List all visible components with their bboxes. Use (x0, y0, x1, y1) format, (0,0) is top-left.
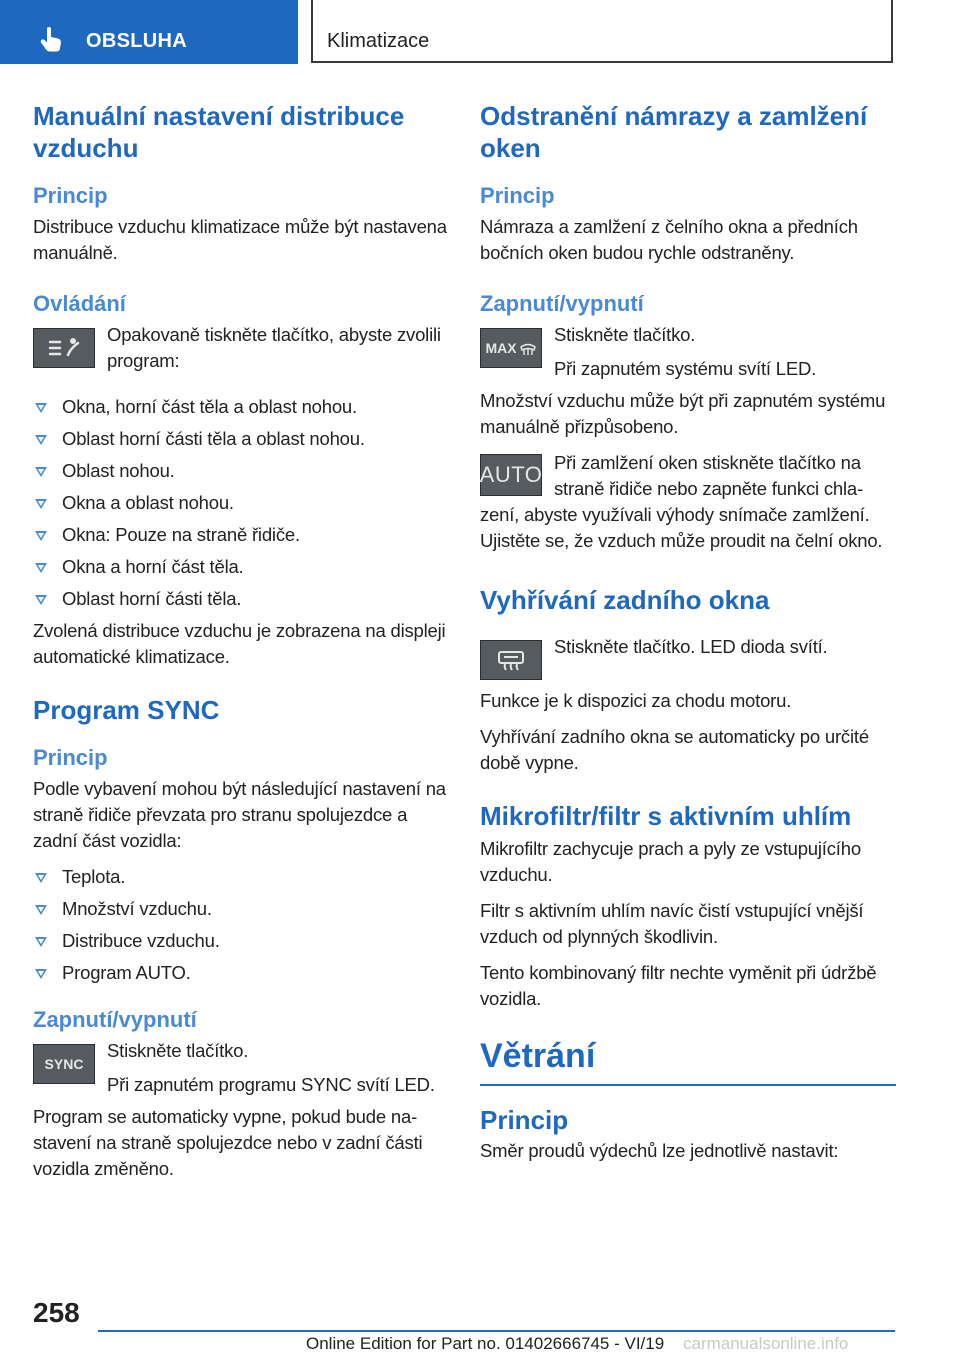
left-column (33, 100, 451, 1192)
auto-paragraph: AUTO Při zamlžení oken stiskněte tlačítko na straně řidiče nebo zapněte funkci chlazení, abyste využívali výhody snímače zamlžení. Ujistěte se, že vzduch může proudit na čelní okno. (479, 452, 883, 551)
subheading-ovladani: Ovládání (33, 291, 126, 316)
paragraph: Množství vzduchu může být při zapnutém systému manuálně přizpůsobeno. (480, 390, 886, 437)
section-tab[interactable] (0, 0, 298, 64)
heading-rear-window-heating: Vyhřívání zadního okna (480, 585, 770, 615)
triangle-bullet-icon (35, 905, 47, 915)
paragraph: Tento kombinovaný filtr nechte vyměnit při údržbě vozidla. (480, 962, 877, 1009)
list-item: Okna: Pouze na straně řidiče. (33, 522, 451, 548)
paragraph: Vyhřívání zadního okna se automaticky po určité době vypne. (480, 726, 869, 773)
triangle-bullet-icon (35, 873, 47, 883)
heading-ventilation: Větrání (480, 1037, 596, 1075)
subheading-zapnuti: Zapnutí/vypnutí (480, 291, 644, 316)
chapter-title-box (311, 0, 893, 63)
rear-window-heating-icon (496, 649, 526, 671)
paragraph: Při zapnutém programu SYNC svítí LED. (107, 1074, 435, 1095)
max-button-row (480, 322, 896, 388)
subheading-princip: Princip (33, 183, 108, 208)
chapter-title: Klimatizace (327, 30, 430, 52)
subheading-zapnuti: Zapnutí/vypnutí (33, 1007, 197, 1032)
heading-microfilter: Mikrofiltr/filtr s aktivním uhlím (480, 801, 852, 831)
paragraph: Mikrofiltr zachycuje prach a pyly ze vstupujícího vzduchu. (480, 838, 861, 885)
sync-button-row (33, 1038, 451, 1104)
heading-manual-distribution: Manuální nastavení distribuce vzduchu (33, 101, 405, 163)
paragraph: Stiskněte tlačítko. (554, 324, 696, 345)
hand-pointer-icon (38, 25, 66, 53)
watermark: carmanualsonline.info (683, 1334, 849, 1353)
distribution-button-row (33, 322, 451, 388)
paragraph: Opakovaně tiskněte tlačítko, abyste zvolili program: (107, 324, 441, 371)
triangle-bullet-icon (35, 403, 47, 413)
list-item: Teplota. (33, 864, 451, 890)
paragraph: Filtr s aktivním uhlím navíc čistí vstupující vnější vzduch od plynných škodlivin. (480, 900, 864, 947)
triangle-bullet-icon (35, 467, 47, 477)
list-item: Oblast nohou. (33, 458, 451, 484)
rear-window-heating-button[interactable] (480, 640, 542, 680)
air-distribution-icon (46, 337, 82, 359)
paragraph: Podle vybavení mohou být následující nastavení na straně řidiče převzata pro stranu spolujezdce a zadní část vozidla: (33, 778, 446, 851)
footer-divider (98, 1330, 895, 1332)
air-distribution-button[interactable] (33, 328, 95, 368)
list-item: Množství vzduchu. (33, 896, 451, 922)
paragraph: Distribuce vzduchu klimatizace může být nastavena manuálně. (33, 216, 447, 263)
list-item: Okna a horní část těla. (33, 554, 451, 580)
max-defrost-button[interactable]: MAX (480, 328, 542, 368)
subheading-princip: Princip (33, 745, 108, 770)
subheading-princip-large: Princip (480, 1105, 569, 1135)
list-item: Program AUTO. (33, 960, 451, 986)
paragraph: Funkce je k dispozici za chodu motoru. (480, 690, 792, 711)
paragraph: Program se automaticky vypne, pokud bude nastavení na straně spolujezdce nebo v zadní části vozidla změněno. (33, 1106, 423, 1179)
sync-button[interactable]: SYNC (33, 1044, 95, 1084)
heading-program-sync: Program SYNC (33, 695, 220, 725)
windshield-defrost-icon (519, 340, 537, 356)
paragraph: Stiskněte tlačítko. LED dioda svítí. (554, 636, 828, 657)
list-item: Oblast horní části těla a oblast nohou. (33, 426, 451, 452)
auto-button[interactable]: AUTO (480, 454, 542, 496)
program-list (33, 394, 451, 612)
paragraph: Stiskněte tlačítko. (107, 1040, 249, 1061)
list-item: Distribuce vzduchu. (33, 928, 451, 954)
triangle-bullet-icon (35, 435, 47, 445)
edition-text: Online Edition for Part no. 01402666745 - VI/19 (306, 1334, 665, 1353)
rear-defrost-button-row (480, 634, 896, 688)
sync-list (33, 864, 451, 986)
paragraph: Směr proudů výdechů lze jednotlivě nastavit: (480, 1140, 839, 1161)
subheading-princip: Princip (480, 183, 555, 208)
right-column (480, 100, 896, 1174)
heading-defrost: Odstranění námrazy a zamlžení oken (480, 101, 868, 163)
paragraph: Námraza a zamlžení z čelního okna a předních bočních oken budou rychle odstraněny. (480, 216, 858, 263)
paragraph: Zvolená distribuce vzduchu je zobrazena na displeji automatické klimatizace. (33, 620, 446, 667)
triangle-bullet-icon (35, 969, 47, 979)
section-divider (480, 1084, 896, 1086)
triangle-bullet-icon (35, 563, 47, 573)
page-number: 258 (33, 1297, 80, 1328)
paragraph: Při zapnutém systému svítí LED. (554, 358, 817, 379)
triangle-bullet-icon (35, 595, 47, 605)
list-item: Oblast horní části těla. (33, 586, 451, 612)
triangle-bullet-icon (35, 531, 47, 541)
section-tab-label: OBSLUHA (86, 30, 187, 52)
list-item: Okna a oblast nohou. (33, 490, 451, 516)
triangle-bullet-icon (35, 499, 47, 509)
triangle-bullet-icon (35, 937, 47, 947)
list-item: Okna, horní část těla a oblast nohou. (33, 394, 451, 420)
